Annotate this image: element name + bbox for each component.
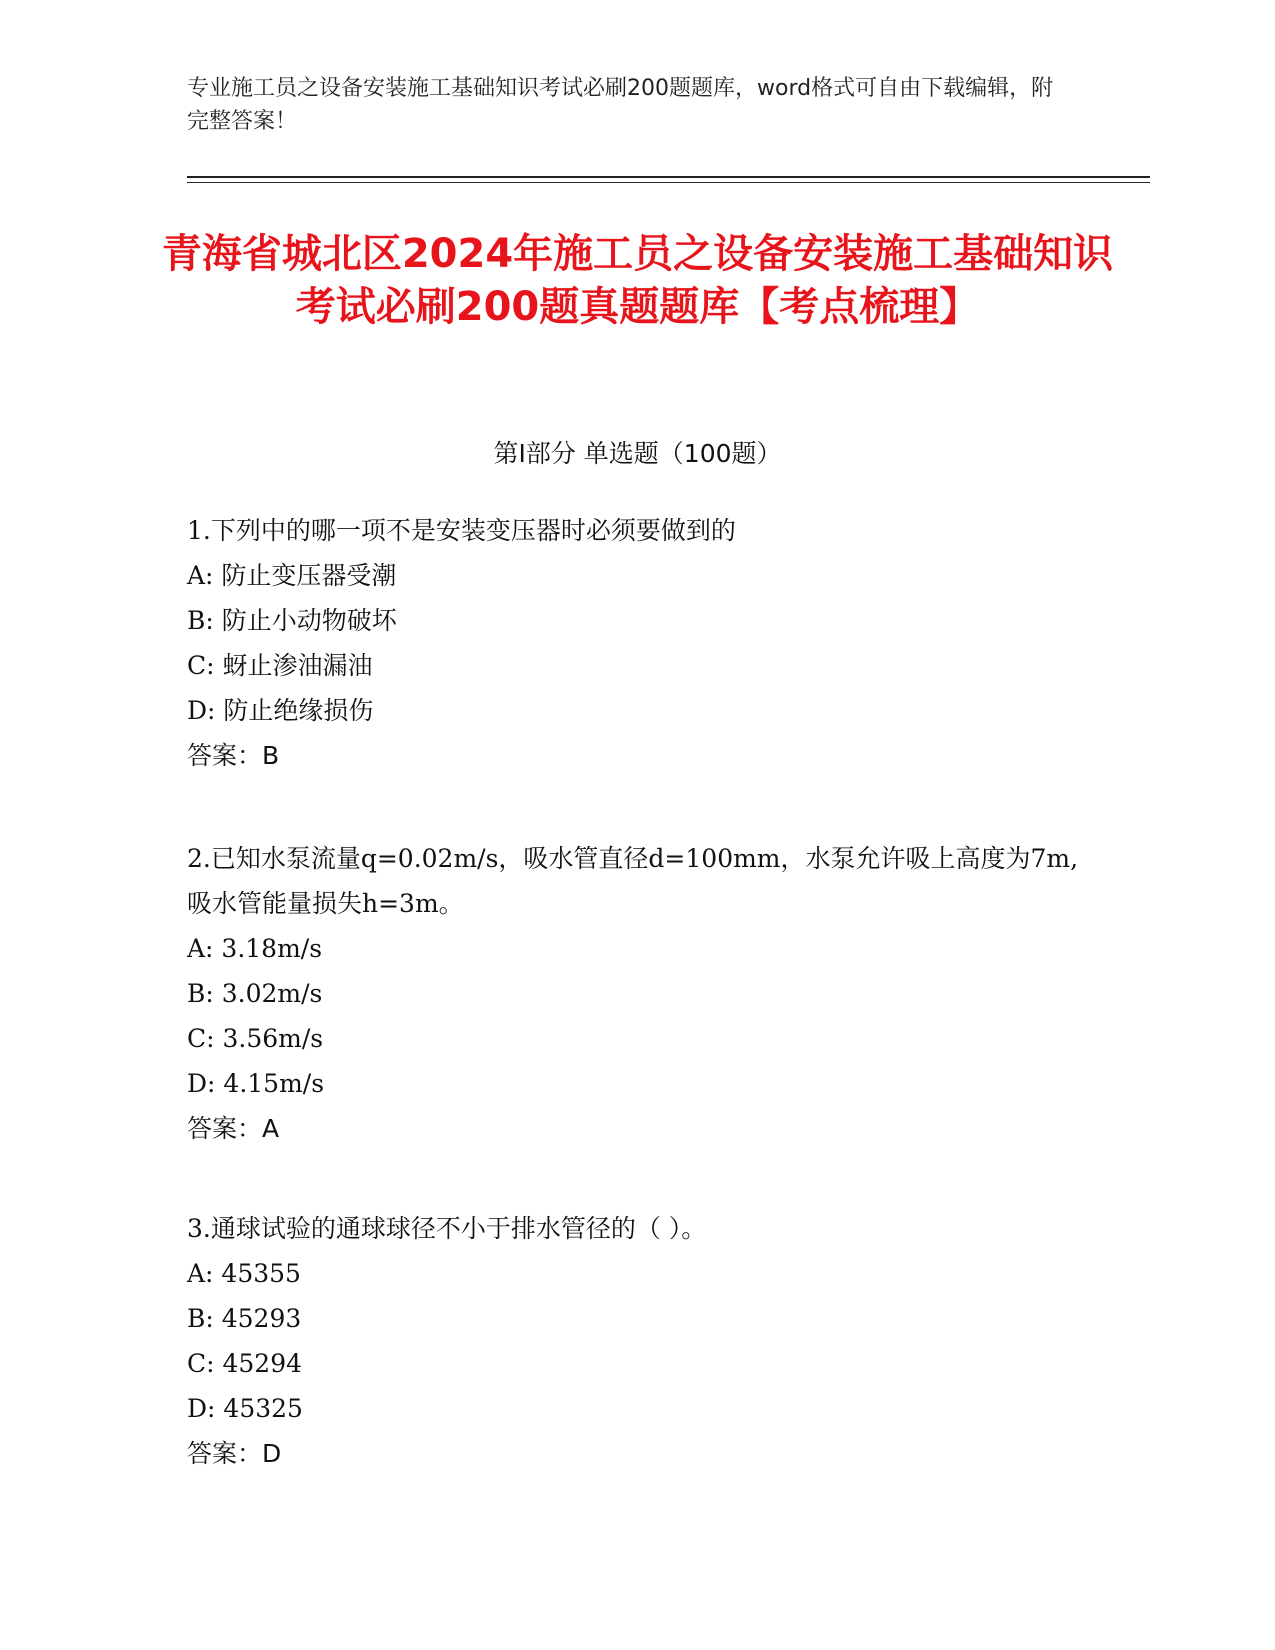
question-2 — [187, 836, 1087, 1151]
option-c: C: 45294 — [187, 1349, 303, 1378]
option-a: A: 防止变压器受潮 — [187, 561, 397, 590]
option-a: A: 45355 — [187, 1259, 301, 1288]
section-heading: 第I部分 单选题（100题） — [493, 439, 782, 468]
document-title: 青海省城北区2024年施工员之设备安装施工基础知识考试必刷200题真题题库【考点梳理】 — [161, 231, 1114, 330]
header-note: 专业施工员之设备安装施工基础知识考试必刷200题题库，word格式可自由下载编辑，附完整答案！ — [187, 76, 1054, 134]
header-rule-thin — [187, 182, 1150, 183]
answer: 答案：A — [187, 1114, 280, 1143]
option-d: D: 45325 — [187, 1394, 303, 1423]
question-stem: 3.通球试验的通球球径不小于排水管径的（ ）。 — [187, 1214, 707, 1243]
question-1 — [187, 508, 1087, 778]
option-a: A: 3.18m/s — [187, 934, 323, 963]
answer: 答案：B — [187, 741, 280, 770]
option-d: D: 防止绝缘损伤 — [187, 696, 374, 725]
option-c: C: 3.56m/s — [187, 1024, 324, 1053]
option-b: B: 45293 — [187, 1304, 302, 1333]
question-3 — [187, 1206, 1087, 1476]
option-b: B: 3.02m/s — [187, 979, 323, 1008]
question-stem: 1.下列中的哪一项不是安装变压器时必须要做到的 — [187, 516, 736, 545]
option-c: C: 蚜止渗油漏油 — [187, 651, 373, 680]
question-stem: 2.已知水泵流量q=0.02m/s，吸水管直径d=100mm，水泵允许吸上高度为7m,吸水管能量损失h=3m。 — [187, 844, 1079, 918]
option-b: B: 防止小动物破坏 — [187, 606, 397, 635]
answer: 答案：D — [187, 1439, 282, 1468]
header-rule-thick — [187, 176, 1150, 178]
option-d: D: 4.15m/s — [187, 1069, 325, 1098]
